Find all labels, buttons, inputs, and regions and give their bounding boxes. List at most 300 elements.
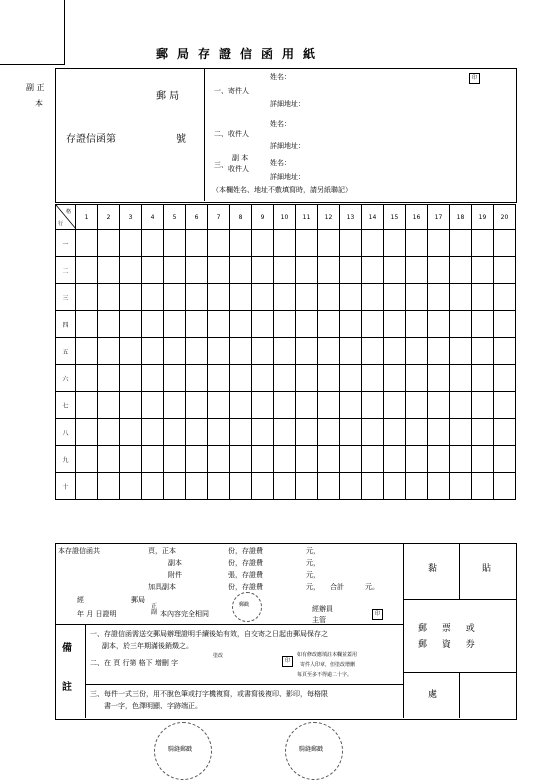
address-label: 詳細地址： bbox=[270, 100, 305, 108]
grid-cell[interactable] bbox=[318, 311, 340, 338]
grid-cell[interactable] bbox=[98, 365, 120, 392]
grid-cell[interactable] bbox=[142, 257, 164, 284]
paste-label: 貼 bbox=[482, 564, 492, 574]
grid-cell[interactable] bbox=[450, 419, 472, 446]
grid-corner bbox=[56, 205, 76, 230]
grid-cell[interactable] bbox=[472, 419, 494, 446]
grid-cell[interactable] bbox=[340, 365, 362, 392]
grid-row bbox=[56, 365, 516, 392]
grid-cell[interactable] bbox=[362, 230, 384, 257]
grid-cell[interactable] bbox=[428, 311, 450, 338]
grid-cell[interactable] bbox=[296, 257, 318, 284]
grid-cell[interactable] bbox=[494, 257, 516, 284]
side-label-top: 副 正 bbox=[26, 83, 45, 92]
grid-cell[interactable] bbox=[208, 338, 230, 365]
fees-copies: 份，存證費 bbox=[228, 583, 263, 591]
grid-cell[interactable] bbox=[318, 230, 340, 257]
grid-cell[interactable] bbox=[296, 419, 318, 446]
grid-cell[interactable] bbox=[186, 419, 208, 446]
cert-handler: 經辦員 bbox=[312, 605, 333, 613]
grid-cell[interactable] bbox=[164, 365, 186, 392]
grid-cell[interactable] bbox=[318, 473, 340, 500]
grid-cell[interactable] bbox=[164, 338, 186, 365]
grid-cell[interactable] bbox=[252, 365, 274, 392]
grid-cell[interactable] bbox=[428, 230, 450, 257]
grid-cell[interactable] bbox=[208, 230, 230, 257]
grid-cell[interactable] bbox=[76, 284, 98, 311]
grid-cell[interactable] bbox=[318, 284, 340, 311]
grid-cell[interactable] bbox=[296, 338, 318, 365]
row-header: 七 bbox=[56, 392, 76, 419]
seal-stamp: 印 bbox=[469, 73, 480, 84]
grid-cell[interactable] bbox=[98, 311, 120, 338]
grid-cell[interactable] bbox=[340, 419, 362, 446]
grid-cell[interactable] bbox=[252, 419, 274, 446]
grid-cell[interactable] bbox=[98, 446, 120, 473]
remarks-label-top: 備 bbox=[62, 643, 72, 654]
grid-cell[interactable] bbox=[318, 338, 340, 365]
cert-date: 年 月 日證明 bbox=[77, 610, 117, 618]
remark-3-line2: 書一字，色澤明顯、字跡端正。 bbox=[104, 702, 202, 710]
fees-total-yuan: 元。 bbox=[365, 583, 379, 591]
row-header: 五 bbox=[56, 338, 76, 365]
col-header: 3 bbox=[120, 205, 142, 230]
col-header: 15 bbox=[384, 205, 406, 230]
seam-postmark-left-label: 騎縫郵戳 bbox=[168, 746, 193, 753]
grid-cell[interactable] bbox=[296, 230, 318, 257]
grid-cell[interactable] bbox=[406, 473, 428, 500]
grid-cell[interactable] bbox=[384, 446, 406, 473]
grid-cell[interactable] bbox=[450, 311, 472, 338]
row-header: 八 bbox=[56, 419, 76, 446]
row-header: 二 bbox=[56, 257, 76, 284]
col-header: 18 bbox=[450, 205, 472, 230]
col-header: 16 bbox=[406, 205, 428, 230]
writing-grid bbox=[55, 204, 516, 500]
corner-top: 格 bbox=[66, 209, 72, 215]
corner-box bbox=[0, 0, 65, 65]
grid-cell[interactable] bbox=[186, 257, 208, 284]
sender-label: 一、寄件人 bbox=[214, 87, 249, 95]
cert-supervisor: 主管 bbox=[312, 616, 326, 624]
grid-row bbox=[56, 419, 516, 446]
grid-cell[interactable] bbox=[186, 338, 208, 365]
fees-intro: 本存證信函共 bbox=[58, 547, 100, 555]
grid-cell[interactable] bbox=[296, 311, 318, 338]
grid-cell[interactable] bbox=[472, 311, 494, 338]
grid-cell[interactable] bbox=[340, 257, 362, 284]
grid-cell[interactable] bbox=[120, 419, 142, 446]
col-header: 8 bbox=[230, 205, 252, 230]
grid-cell[interactable] bbox=[164, 284, 186, 311]
grid-cell[interactable] bbox=[494, 446, 516, 473]
grid-cell[interactable] bbox=[384, 257, 406, 284]
place-label: 處 bbox=[428, 690, 438, 700]
col-header: 13 bbox=[340, 205, 362, 230]
grid-cell[interactable] bbox=[494, 392, 516, 419]
grid-cell[interactable] bbox=[340, 230, 362, 257]
grid-cell[interactable] bbox=[296, 365, 318, 392]
col-header: 14 bbox=[362, 205, 384, 230]
grid-cell[interactable] bbox=[406, 257, 428, 284]
grid-cell[interactable] bbox=[142, 230, 164, 257]
grid-cell[interactable] bbox=[120, 473, 142, 500]
col-header: 7 bbox=[208, 205, 230, 230]
grid-cell[interactable] bbox=[406, 446, 428, 473]
grid-cell[interactable] bbox=[164, 257, 186, 284]
grid-cell[interactable] bbox=[274, 338, 296, 365]
grid-cell[interactable] bbox=[362, 365, 384, 392]
grid-cell[interactable] bbox=[208, 365, 230, 392]
grid-cell[interactable] bbox=[384, 473, 406, 500]
grid-cell[interactable] bbox=[384, 419, 406, 446]
grid-cell[interactable] bbox=[296, 473, 318, 500]
cert-content-same: 本內容完全相同 bbox=[160, 610, 209, 618]
grid-cell[interactable] bbox=[362, 392, 384, 419]
grid-cell[interactable] bbox=[98, 230, 120, 257]
remarks-label-bottom: 註 bbox=[62, 682, 72, 693]
grid-cell[interactable] bbox=[450, 446, 472, 473]
grid-cell[interactable] bbox=[76, 338, 98, 365]
address-label: 詳細地址： bbox=[270, 173, 305, 181]
grid-cell[interactable] bbox=[296, 284, 318, 311]
grid-cell[interactable] bbox=[164, 473, 186, 500]
grid-cell[interactable] bbox=[384, 311, 406, 338]
grid-cell[interactable] bbox=[76, 257, 98, 284]
grid-cell[interactable] bbox=[186, 311, 208, 338]
grid-cell[interactable] bbox=[142, 365, 164, 392]
grid-cell[interactable] bbox=[208, 392, 230, 419]
grid-cell[interactable] bbox=[428, 446, 450, 473]
grid-cell[interactable] bbox=[428, 392, 450, 419]
grid-cell[interactable] bbox=[362, 446, 384, 473]
grid-cell[interactable] bbox=[428, 284, 450, 311]
grid-cell[interactable] bbox=[230, 257, 252, 284]
grid-cell[interactable] bbox=[142, 284, 164, 311]
grid-cell[interactable] bbox=[406, 284, 428, 311]
grid-cell[interactable] bbox=[252, 284, 274, 311]
grid-row bbox=[56, 311, 516, 338]
fees-copies: 份，存證費 bbox=[228, 559, 263, 567]
remark-1-line1: 一、存證信函需送交郵局辦理證明手續後始有效，自交寄之日起由郵局保存之 bbox=[90, 630, 328, 638]
grid-cell[interactable] bbox=[362, 473, 384, 500]
grid-cell[interactable] bbox=[208, 419, 230, 446]
grid-cell[interactable] bbox=[384, 284, 406, 311]
grid-header-row bbox=[56, 205, 516, 230]
fees-attachment-unit: 張，存證費 bbox=[228, 571, 263, 579]
col-header: 2 bbox=[98, 205, 120, 230]
grid-cell[interactable] bbox=[164, 392, 186, 419]
row-header: 九 bbox=[56, 446, 76, 473]
grid-cell[interactable] bbox=[120, 365, 142, 392]
remark-2-note-3: 每頁至多不得逾二十字。 bbox=[297, 672, 353, 678]
grid-cell[interactable] bbox=[494, 419, 516, 446]
grid-cell[interactable] bbox=[428, 365, 450, 392]
grid-cell[interactable] bbox=[296, 446, 318, 473]
grid-cell[interactable] bbox=[76, 419, 98, 446]
grid-cell[interactable] bbox=[164, 230, 186, 257]
grid-cell[interactable] bbox=[76, 230, 98, 257]
stick-label: 黏 bbox=[428, 564, 438, 574]
grid-row bbox=[56, 230, 516, 257]
grid-cell[interactable] bbox=[98, 257, 120, 284]
grid-cell[interactable] bbox=[230, 365, 252, 392]
grid-cell[interactable] bbox=[406, 338, 428, 365]
post-office-label: 郵 局 bbox=[156, 91, 180, 102]
grid-cell[interactable] bbox=[494, 365, 516, 392]
grid-cell[interactable] bbox=[472, 338, 494, 365]
grid-cell[interactable] bbox=[362, 257, 384, 284]
grid-cell[interactable] bbox=[362, 311, 384, 338]
col-header: 10 bbox=[274, 205, 296, 230]
grid-cell[interactable] bbox=[472, 446, 494, 473]
grid-cell[interactable] bbox=[230, 419, 252, 446]
grid-cell[interactable] bbox=[120, 230, 142, 257]
fees-extra-copy: 加具副本 bbox=[148, 583, 176, 591]
fees-yuan: 元， bbox=[306, 571, 320, 579]
grid-cell[interactable] bbox=[450, 284, 472, 311]
grid-cell[interactable] bbox=[208, 446, 230, 473]
copy-label-num: 三、 bbox=[214, 161, 228, 169]
address-label: 詳細地址： bbox=[270, 142, 305, 150]
grid-cell[interactable] bbox=[428, 338, 450, 365]
name-label: 姓名： bbox=[270, 73, 291, 81]
row-header: 一 bbox=[56, 230, 76, 257]
grid-cell[interactable] bbox=[340, 392, 362, 419]
recipient-label: 二、收件人 bbox=[214, 130, 249, 138]
grid-cell[interactable] bbox=[164, 311, 186, 338]
grid-cell[interactable] bbox=[120, 392, 142, 419]
grid-cell[interactable] bbox=[230, 392, 252, 419]
grid-cell[interactable] bbox=[494, 284, 516, 311]
fees-copy: 副本 bbox=[168, 559, 182, 567]
name-label: 姓名： bbox=[270, 120, 291, 128]
cert-via: 經 bbox=[77, 596, 84, 604]
grid-cell[interactable] bbox=[98, 284, 120, 311]
grid-cell[interactable] bbox=[494, 311, 516, 338]
remark-3-line1: 三、每件一式三份，用不脫色筆或打字機複寫，或書寫後複印、影印，每格限 bbox=[90, 690, 328, 698]
grid-cell[interactable] bbox=[230, 230, 252, 257]
col-header: 4 bbox=[142, 205, 164, 230]
grid-cell[interactable] bbox=[472, 365, 494, 392]
grid-cell[interactable] bbox=[318, 392, 340, 419]
seam-postmark-right-label: 騎縫郵戳 bbox=[299, 746, 324, 753]
grid-cell[interactable] bbox=[230, 338, 252, 365]
grid-cell[interactable] bbox=[252, 392, 274, 419]
grid-cell[interactable] bbox=[186, 446, 208, 473]
grid-row bbox=[56, 473, 516, 500]
col-header: 1 bbox=[76, 205, 98, 230]
remark-2: 二、在 頁 行第 格下 增刪 字 bbox=[90, 659, 179, 667]
fees-yuan: 元， bbox=[306, 583, 320, 591]
col-header: 17 bbox=[428, 205, 450, 230]
grid-cell[interactable] bbox=[450, 230, 472, 257]
grid-row bbox=[56, 338, 516, 365]
grid-cell[interactable] bbox=[384, 365, 406, 392]
grid-cell[interactable] bbox=[186, 392, 208, 419]
grid-row bbox=[56, 446, 516, 473]
seal-stamp: 印 bbox=[372, 609, 383, 620]
side-label-bottom: 本 bbox=[35, 99, 43, 108]
name-label: 姓名： bbox=[270, 159, 291, 167]
grid-cell[interactable] bbox=[340, 338, 362, 365]
grid-cell[interactable] bbox=[164, 419, 186, 446]
grid-cell[interactable] bbox=[472, 392, 494, 419]
grid-cell[interactable] bbox=[76, 392, 98, 419]
grid-cell[interactable] bbox=[142, 392, 164, 419]
grid-cell[interactable] bbox=[428, 257, 450, 284]
grid-cell[interactable] bbox=[340, 446, 362, 473]
grid-cell[interactable] bbox=[98, 473, 120, 500]
grid-cell[interactable] bbox=[98, 338, 120, 365]
grid-cell[interactable] bbox=[120, 311, 142, 338]
grid-cell[interactable] bbox=[230, 473, 252, 500]
grid-cell[interactable] bbox=[252, 338, 274, 365]
remark-1-line2: 副本，於三年期滿後銷燬之。 bbox=[102, 642, 193, 650]
col-header: 19 bbox=[472, 205, 494, 230]
grid-cell[interactable] bbox=[428, 473, 450, 500]
grid-cell[interactable] bbox=[274, 311, 296, 338]
grid-cell[interactable] bbox=[406, 365, 428, 392]
fees-total: 合計 bbox=[330, 583, 344, 591]
grid-cell[interactable] bbox=[164, 446, 186, 473]
grid-cell[interactable] bbox=[142, 473, 164, 500]
grid-cell[interactable] bbox=[208, 284, 230, 311]
page-title: 郵局存證信函用紙 bbox=[156, 47, 325, 61]
grid-cell[interactable] bbox=[230, 284, 252, 311]
copy-label-bottom: 收件人 bbox=[228, 165, 249, 173]
grid-cell[interactable] bbox=[142, 311, 164, 338]
grid-cell[interactable] bbox=[450, 473, 472, 500]
grid-cell[interactable] bbox=[120, 257, 142, 284]
grid-cell[interactable] bbox=[208, 257, 230, 284]
grid-cell[interactable] bbox=[472, 284, 494, 311]
grid-cell[interactable] bbox=[494, 338, 516, 365]
grid-cell[interactable] bbox=[120, 338, 142, 365]
grid-cell[interactable] bbox=[318, 446, 340, 473]
fees-copies: 份，存證費 bbox=[228, 547, 263, 555]
grid-cell[interactable] bbox=[340, 284, 362, 311]
postage-line2: 郵 資 券 bbox=[418, 640, 481, 650]
seal-stamp: 印 bbox=[282, 656, 293, 667]
grid-cell[interactable] bbox=[472, 473, 494, 500]
grid-cell[interactable] bbox=[384, 338, 406, 365]
grid-cell[interactable] bbox=[494, 473, 516, 500]
cert-post-office: 郵局 bbox=[131, 596, 145, 604]
corner-bottom: 行 bbox=[58, 221, 64, 227]
grid-cell[interactable] bbox=[208, 473, 230, 500]
grid-cell[interactable] bbox=[494, 230, 516, 257]
parties-note: （本欄姓名、地址不敷填寫時，請另紙聯記） bbox=[212, 186, 352, 194]
grid-cell[interactable] bbox=[406, 392, 428, 419]
grid-cell[interactable] bbox=[274, 446, 296, 473]
grid-cell[interactable] bbox=[186, 473, 208, 500]
grid-cell[interactable] bbox=[318, 419, 340, 446]
grid-cell[interactable] bbox=[318, 257, 340, 284]
grid-cell[interactable] bbox=[142, 419, 164, 446]
grid-cell[interactable] bbox=[384, 230, 406, 257]
grid-cell[interactable] bbox=[362, 284, 384, 311]
grid-cell[interactable] bbox=[98, 392, 120, 419]
grid-cell[interactable] bbox=[274, 257, 296, 284]
grid-cell[interactable] bbox=[406, 419, 428, 446]
grid-cell[interactable] bbox=[230, 311, 252, 338]
grid-cell[interactable] bbox=[120, 284, 142, 311]
grid-cell[interactable] bbox=[406, 230, 428, 257]
letter-number-prefix: 存證信函第 bbox=[66, 134, 116, 145]
grid-cell[interactable] bbox=[186, 230, 208, 257]
grid-cell[interactable] bbox=[274, 284, 296, 311]
postmark-label: 郵戳 bbox=[239, 602, 250, 608]
grid-cell[interactable] bbox=[252, 473, 274, 500]
grid-cell[interactable] bbox=[76, 446, 98, 473]
grid-cell[interactable] bbox=[362, 338, 384, 365]
grid-cell[interactable] bbox=[340, 473, 362, 500]
grid-cell[interactable] bbox=[230, 446, 252, 473]
grid-cell[interactable] bbox=[340, 311, 362, 338]
grid-cell[interactable] bbox=[252, 446, 274, 473]
remark-2-note-1: 如有修改應填註本欄並蓋用 bbox=[297, 652, 358, 658]
grid-cell[interactable] bbox=[318, 365, 340, 392]
col-header: 20 bbox=[494, 205, 516, 230]
grid-cell[interactable] bbox=[362, 419, 384, 446]
grid-cell[interactable] bbox=[252, 230, 274, 257]
cert-sup: 正 副 bbox=[151, 603, 158, 616]
grid-cell[interactable] bbox=[296, 392, 318, 419]
postage-line1: 郵 票 或 bbox=[418, 624, 481, 634]
grid-row bbox=[56, 392, 516, 419]
grid-cell[interactable] bbox=[186, 284, 208, 311]
grid-cell[interactable] bbox=[142, 446, 164, 473]
grid-cell[interactable] bbox=[274, 230, 296, 257]
grid-cell[interactable] bbox=[406, 311, 428, 338]
fees-pages: 頁，正本 bbox=[148, 547, 176, 555]
grid-cell[interactable] bbox=[428, 419, 450, 446]
grid-cell[interactable] bbox=[472, 230, 494, 257]
grid-cell[interactable] bbox=[120, 446, 142, 473]
grid-cell[interactable] bbox=[274, 473, 296, 500]
col-header: 12 bbox=[318, 205, 340, 230]
grid-cell[interactable] bbox=[208, 311, 230, 338]
grid-cell[interactable] bbox=[76, 473, 98, 500]
row-header: 三 bbox=[56, 284, 76, 311]
grid-cell[interactable] bbox=[450, 365, 472, 392]
grid-cell[interactable] bbox=[384, 392, 406, 419]
grid-cell[interactable] bbox=[252, 257, 274, 284]
grid-cell[interactable] bbox=[450, 257, 472, 284]
grid-cell[interactable] bbox=[274, 419, 296, 446]
grid-cell[interactable] bbox=[274, 365, 296, 392]
grid-cell[interactable] bbox=[76, 365, 98, 392]
grid-cell[interactable] bbox=[98, 419, 120, 446]
fees-attachment: 附件 bbox=[168, 571, 182, 579]
row-header: 六 bbox=[56, 365, 76, 392]
grid-cell[interactable] bbox=[274, 392, 296, 419]
grid-cell[interactable] bbox=[450, 338, 472, 365]
grid-cell[interactable] bbox=[142, 338, 164, 365]
grid-row bbox=[56, 257, 516, 284]
col-header: 5 bbox=[164, 205, 186, 230]
col-header: 9 bbox=[252, 205, 274, 230]
grid-cell[interactable] bbox=[450, 392, 472, 419]
row-header: 十 bbox=[56, 473, 76, 500]
grid-cell[interactable] bbox=[472, 257, 494, 284]
grid-cell[interactable] bbox=[252, 311, 274, 338]
grid-cell[interactable] bbox=[76, 311, 98, 338]
header-box bbox=[55, 68, 517, 203]
remark-2-note-2: 寄件人印章，但塗改增刪 bbox=[300, 662, 356, 668]
grid-cell[interactable] bbox=[186, 365, 208, 392]
